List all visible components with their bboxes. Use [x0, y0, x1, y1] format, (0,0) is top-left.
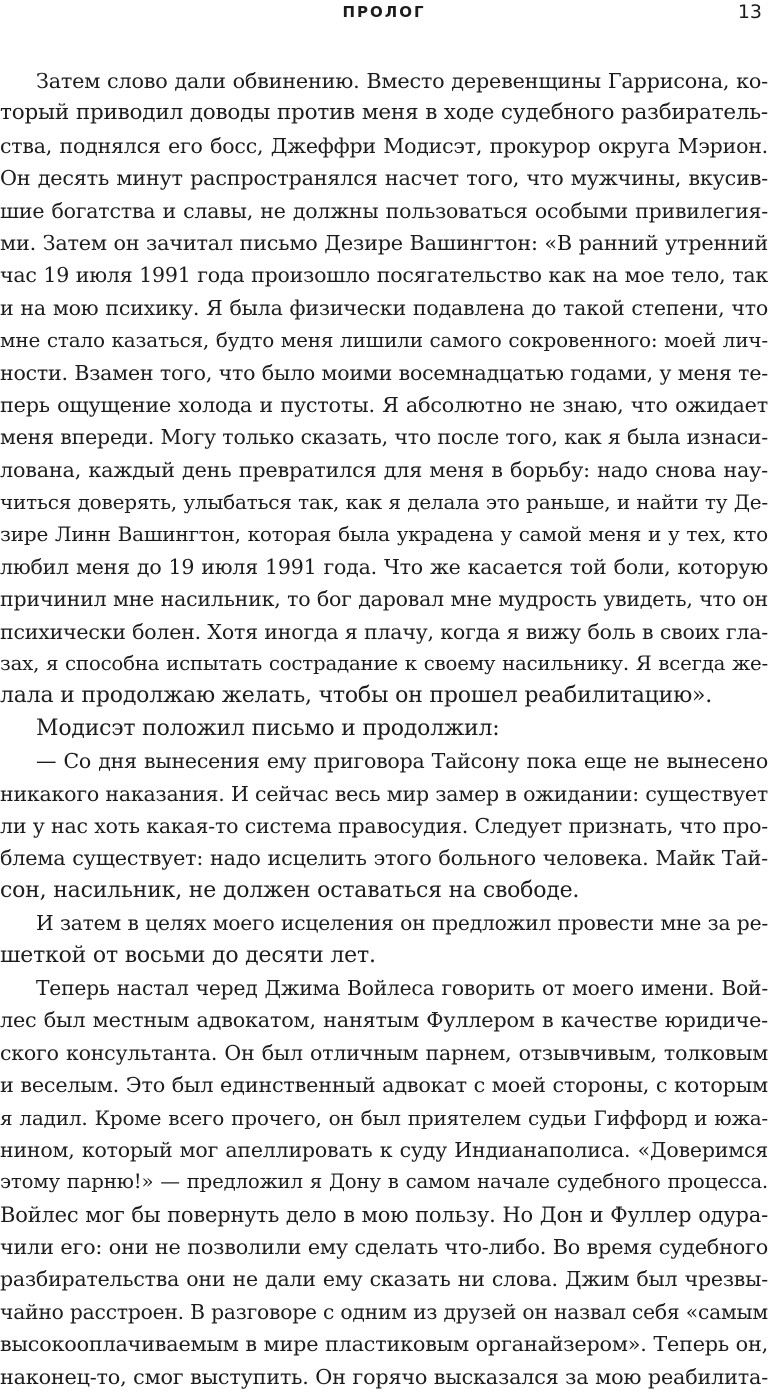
text-line: любил меня до 19 июля 1991 года. Что же касается той боли, которую — [0, 554, 768, 579]
text-line: ли у нас хоть какая-то система правосудия. Следует признать, что про- — [0, 813, 768, 838]
text-line: ского консультанта. Он был отличным парнем, отзывчивым, толковым — [0, 1040, 768, 1065]
text-line: чайно расстроен. В разговоре с одним из друзей он назвал себя «самым — [0, 1299, 768, 1324]
text-line: наконец-то, смог выступить. Он горячо высказался за мою реабилита- — [0, 1364, 768, 1389]
text-line: сон, насильник, не должен оставаться на свободе. — [0, 877, 580, 903]
text-line: ства, поднялся его босс, Джеффри Модисэт, прокурор округа Мэрион. — [0, 133, 768, 158]
text-line: психически болен. Хотя иногда я плачу, когда я вижу боль в своих гла- — [0, 619, 768, 644]
text-line: причинил мне насильник, то бог даровал мне мудрость увидеть, что он — [0, 587, 768, 612]
text-line: блема существует: надо исцелить этого больного человека. Майк Тай- — [0, 846, 768, 871]
text-line: лована, каждый день превратился для меня в борьбу: надо снова нау- — [0, 457, 768, 482]
text-line: зах, я способна испытать сострадание к своему насильнику. Я всегда же- — [0, 652, 768, 676]
page-header — [0, 0, 768, 34]
body-text — [0, 65, 768, 1393]
text-line: шие богатства и славы, не должны пользоваться особыми привилегия- — [0, 198, 768, 223]
text-line: торый приводил доводы против меня в ходе судебного разбиратель- — [0, 100, 768, 126]
text-line: лес был местным адвокатом, нанятым Фуллером в качестве юридиче- — [0, 1008, 768, 1033]
text-line: меня впереди. Могу только сказать, что после того, как я была изнаси- — [0, 425, 768, 450]
text-line: разбирательства они не дали ему сказать ни слова. Джим был чрезвы- — [0, 1267, 768, 1292]
text-line: нином, который мог апеллировать к суду Индианаполиса. «Доверимся — [0, 1137, 768, 1162]
text-line: и веселым. Это был единственный адвокат с моей стороны, с которым — [0, 1073, 768, 1098]
running-head: ПРОЛОГ — [342, 3, 426, 21]
text-line: — Со дня вынесения ему приговора Тайсону пока еще не вынесено — [36, 749, 768, 774]
text-line: мне стало казаться, будто меня лишили самого сокровенного: моей лич- — [0, 328, 768, 353]
text-line: чили его: они не позволили ему сделать что-либо. Во время судебного — [0, 1235, 768, 1260]
text-line: И затем в целях моего исцеления он предложил провести мне за ре- — [36, 911, 768, 936]
text-line: ми. Затем он зачитал письмо Дезире Вашингтон: «В ранний утренний — [0, 230, 768, 255]
text-line: ности. Взамен того, что было моими восемнадцатью годами, у меня те- — [0, 360, 768, 385]
text-line: Войлес мог бы повернуть дело в мою пользу. Но Дон и Фуллер одура- — [0, 1202, 768, 1227]
text-line: Модисэт положил письмо и продолжил: — [36, 715, 500, 741]
text-line: читься доверять, улыбаться так, как я делала это раньше, и найти ту Де- — [0, 490, 768, 515]
text-line: шеткой от восьми до десяти лет. — [0, 942, 376, 968]
text-line: перь ощущение холода и пустоты. Я абсолютно не знаю, что ожидает — [0, 392, 768, 417]
text-line: лала и продолжаю желать, чтобы он прошел реабилитацию». — [0, 683, 713, 709]
text-line: никакого наказания. И сейчас весь мир замер в ожидании: существует — [0, 781, 768, 806]
text-line: Затем слово дали обвинению. Вместо деревенщины Гаррисона, ко- — [36, 69, 768, 93]
text-line: Теперь настал черед Джима Войлеса говорить от моего имени. Вой- — [36, 975, 768, 1000]
text-line: Он десять минут распространялся насчет того, что мужчины, вкусив- — [0, 166, 768, 191]
text-line: я ладил. Кроме всего прочего, он был приятелем судьи Гиффорд и южа- — [0, 1105, 768, 1130]
page-number: 13 — [737, 1, 762, 23]
text-line: этому парню!» — предложил я Дону в самом начале судебного процесса. — [0, 1170, 768, 1194]
text-line: и на мою психику. Я была физически подавлена до такой степени, что — [0, 295, 768, 320]
text-line: час 19 июля 1991 года произошло посягательство как на мое тело, так — [0, 263, 768, 288]
text-line: высокооплачиваемым в мире пластиковым органайзером». Теперь он, — [0, 1332, 768, 1357]
text-line: зире Линн Вашингтон, которая была украдена у самой меня и у тех, кто — [0, 522, 768, 547]
